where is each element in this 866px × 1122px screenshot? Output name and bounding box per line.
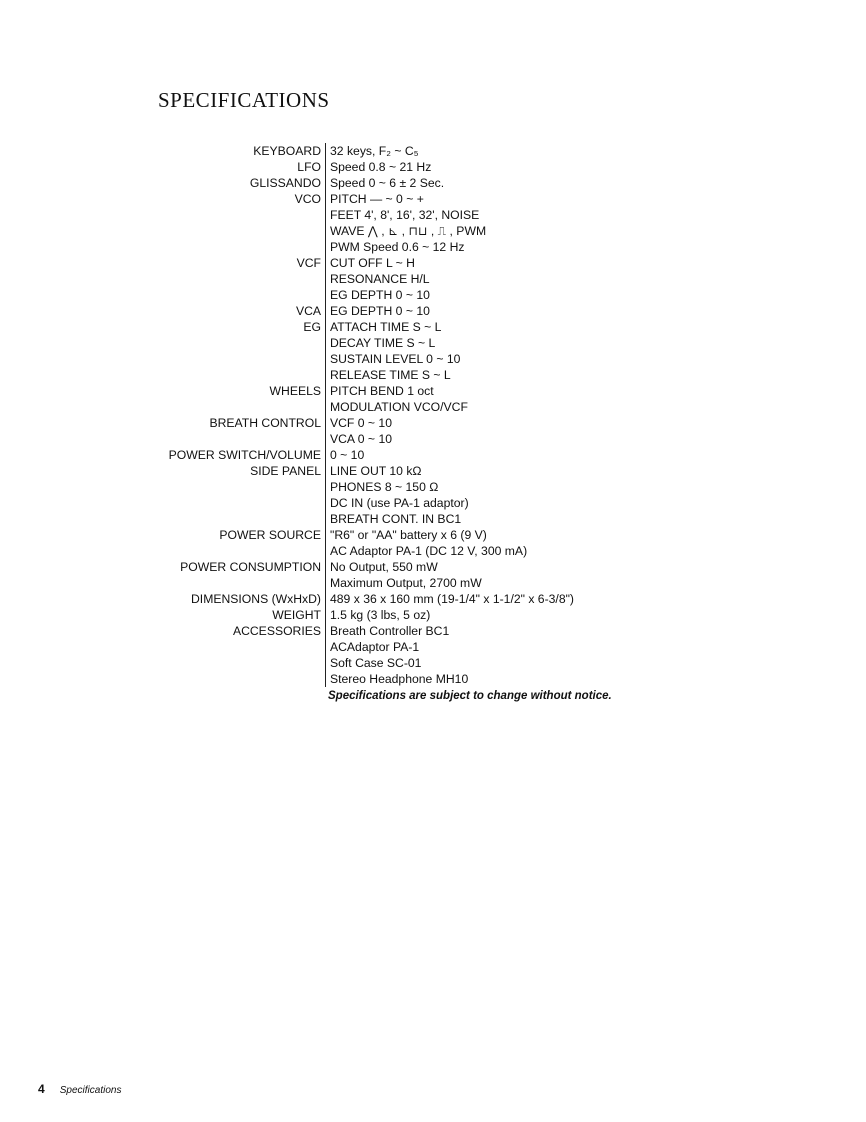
spec-label: VCF <box>296 256 321 270</box>
spec-value: FEET 4', 8', 16', 32', NOISE <box>326 207 574 223</box>
disclaimer-note: Specifications are subject to change without notice. <box>328 690 612 702</box>
spec-value: EG DEPTH 0 ~ 10 <box>326 303 574 319</box>
spec-label <box>150 271 326 287</box>
page-number: 4 <box>38 1082 45 1096</box>
spec-value: VCF 0 ~ 10 <box>326 415 574 431</box>
spec-value: BREATH CONT. IN BC1 <box>326 511 574 527</box>
spec-row <box>150 415 574 431</box>
spec-label <box>150 671 326 687</box>
spec-value: "R6" or "AA" battery x 6 (9 V) <box>326 527 574 543</box>
spec-row <box>150 303 574 319</box>
spec-table-body <box>150 143 574 687</box>
spec-row <box>150 239 574 255</box>
spec-row <box>150 591 574 607</box>
spec-value: 0 ~ 10 <box>326 447 574 463</box>
spec-label <box>150 207 326 223</box>
spec-row <box>150 175 574 191</box>
spec-row <box>150 191 574 207</box>
spec-row <box>150 143 574 159</box>
spec-value: Speed 0.8 ~ 21 Hz <box>326 159 574 175</box>
spec-value: DECAY TIME S ~ L <box>326 335 574 351</box>
spec-row <box>150 271 574 287</box>
spec-value: CUT OFF L ~ H <box>326 255 574 271</box>
spec-row <box>150 351 574 367</box>
page-title: SPECIFICATIONS <box>158 88 330 112</box>
spec-label <box>150 655 326 671</box>
spec-value: Stereo Headphone MH10 <box>326 671 574 687</box>
spec-label: VCA <box>295 304 321 318</box>
spec-label: ACCESSORIES <box>232 624 321 638</box>
spec-row <box>150 431 574 447</box>
spec-label: KEYBOARD <box>253 144 321 158</box>
spec-label <box>150 335 326 351</box>
spec-row <box>150 671 574 687</box>
spec-label: EG <box>303 320 321 334</box>
spec-row <box>150 527 574 543</box>
spec-value: DC IN (use PA-1 adaptor) <box>326 495 574 511</box>
spec-value: LINE OUT 10 kΩ <box>326 463 574 479</box>
spec-value: 489 x 36 x 160 mm (19-1/4" x 1-1/2" x 6-3/8") <box>326 591 574 607</box>
spec-value: Maximum Output, 2700 mW <box>326 575 574 591</box>
spec-row <box>150 623 574 639</box>
spec-row <box>150 495 574 511</box>
spec-label: SIDE PANEL <box>250 464 321 478</box>
spec-row <box>150 479 574 495</box>
spec-label: POWER SWITCH/VOLUME <box>168 448 321 462</box>
spec-label: POWER CONSUMPTION <box>180 560 321 574</box>
spec-row <box>150 463 574 479</box>
spec-row <box>150 383 574 399</box>
spec-row <box>150 255 574 271</box>
spec-value: VCA 0 ~ 10 <box>326 431 574 447</box>
spec-value: PITCH BEND 1 oct <box>326 383 574 399</box>
spec-label <box>150 287 326 303</box>
spec-value: No Output, 550 mW <box>326 559 574 575</box>
spec-label: WHEELS <box>269 384 321 398</box>
spec-label: BREATH CONTROL <box>209 416 321 430</box>
spec-label <box>150 351 326 367</box>
spec-row <box>150 207 574 223</box>
spec-label <box>150 479 326 495</box>
spec-row <box>150 511 574 527</box>
spec-label <box>150 223 326 239</box>
spec-value: RESONANCE H/L <box>326 271 574 287</box>
spec-label <box>150 367 326 383</box>
spec-value: ATTACH TIME S ~ L <box>326 319 574 335</box>
spec-row <box>150 335 574 351</box>
spec-value: PITCH — ~ 0 ~ + <box>326 191 574 207</box>
spec-value: PHONES 8 ~ 150 Ω <box>326 479 574 495</box>
spec-row <box>150 607 574 623</box>
spec-value: ACAdaptor PA-1 <box>326 639 574 655</box>
spec-label: GLISSANDO <box>249 176 321 190</box>
spec-value: SUSTAIN LEVEL 0 ~ 10 <box>326 351 574 367</box>
spec-value: RELEASE TIME S ~ L <box>326 367 574 383</box>
spec-row <box>150 223 574 239</box>
spec-label: LFO <box>297 160 321 174</box>
spec-row <box>150 367 574 383</box>
spec-label <box>150 399 326 415</box>
spec-label: VCO <box>294 192 321 206</box>
spec-row <box>150 559 574 575</box>
spec-row <box>150 287 574 303</box>
spec-row <box>150 447 574 463</box>
spec-label: WEIGHT <box>272 608 321 622</box>
spec-row <box>150 575 574 591</box>
spec-value: PWM Speed 0.6 ~ 12 Hz <box>326 239 574 255</box>
page-footer <box>38 1082 121 1096</box>
spec-value: Soft Case SC-01 <box>326 655 574 671</box>
spec-label <box>150 639 326 655</box>
spec-label <box>150 239 326 255</box>
spec-label <box>150 511 326 527</box>
spec-value: EG DEPTH 0 ~ 10 <box>326 287 574 303</box>
footer-section-label: Specifications <box>59 1085 122 1096</box>
spec-row <box>150 543 574 559</box>
spec-row <box>150 639 574 655</box>
spec-value: WAVE ⋀ , ⊾ , ⊓⊔ , ⎍ , PWM <box>326 223 574 239</box>
spec-label: DIMENSIONS (WxHxD) <box>191 592 321 606</box>
spec-label <box>150 431 326 447</box>
spec-value: AC Adaptor PA-1 (DC 12 V, 300 mA) <box>326 543 574 559</box>
spec-table <box>150 143 574 687</box>
spec-label <box>150 495 326 511</box>
spec-row <box>150 399 574 415</box>
spec-row <box>150 319 574 335</box>
spec-value: 1.5 kg (3 lbs, 5 oz) <box>326 607 574 623</box>
spec-row <box>150 655 574 671</box>
spec-value: Speed 0 ~ 6 ± 2 Sec. <box>326 175 574 191</box>
spec-label <box>150 575 326 591</box>
spec-value: MODULATION VCO/VCF <box>326 399 574 415</box>
spec-value: 32 keys, F₂ ~ C₅ <box>326 143 574 159</box>
spec-label <box>150 543 326 559</box>
spec-value: Breath Controller BC1 <box>326 623 574 639</box>
spec-label: POWER SOURCE <box>219 528 321 542</box>
spec-row <box>150 159 574 175</box>
